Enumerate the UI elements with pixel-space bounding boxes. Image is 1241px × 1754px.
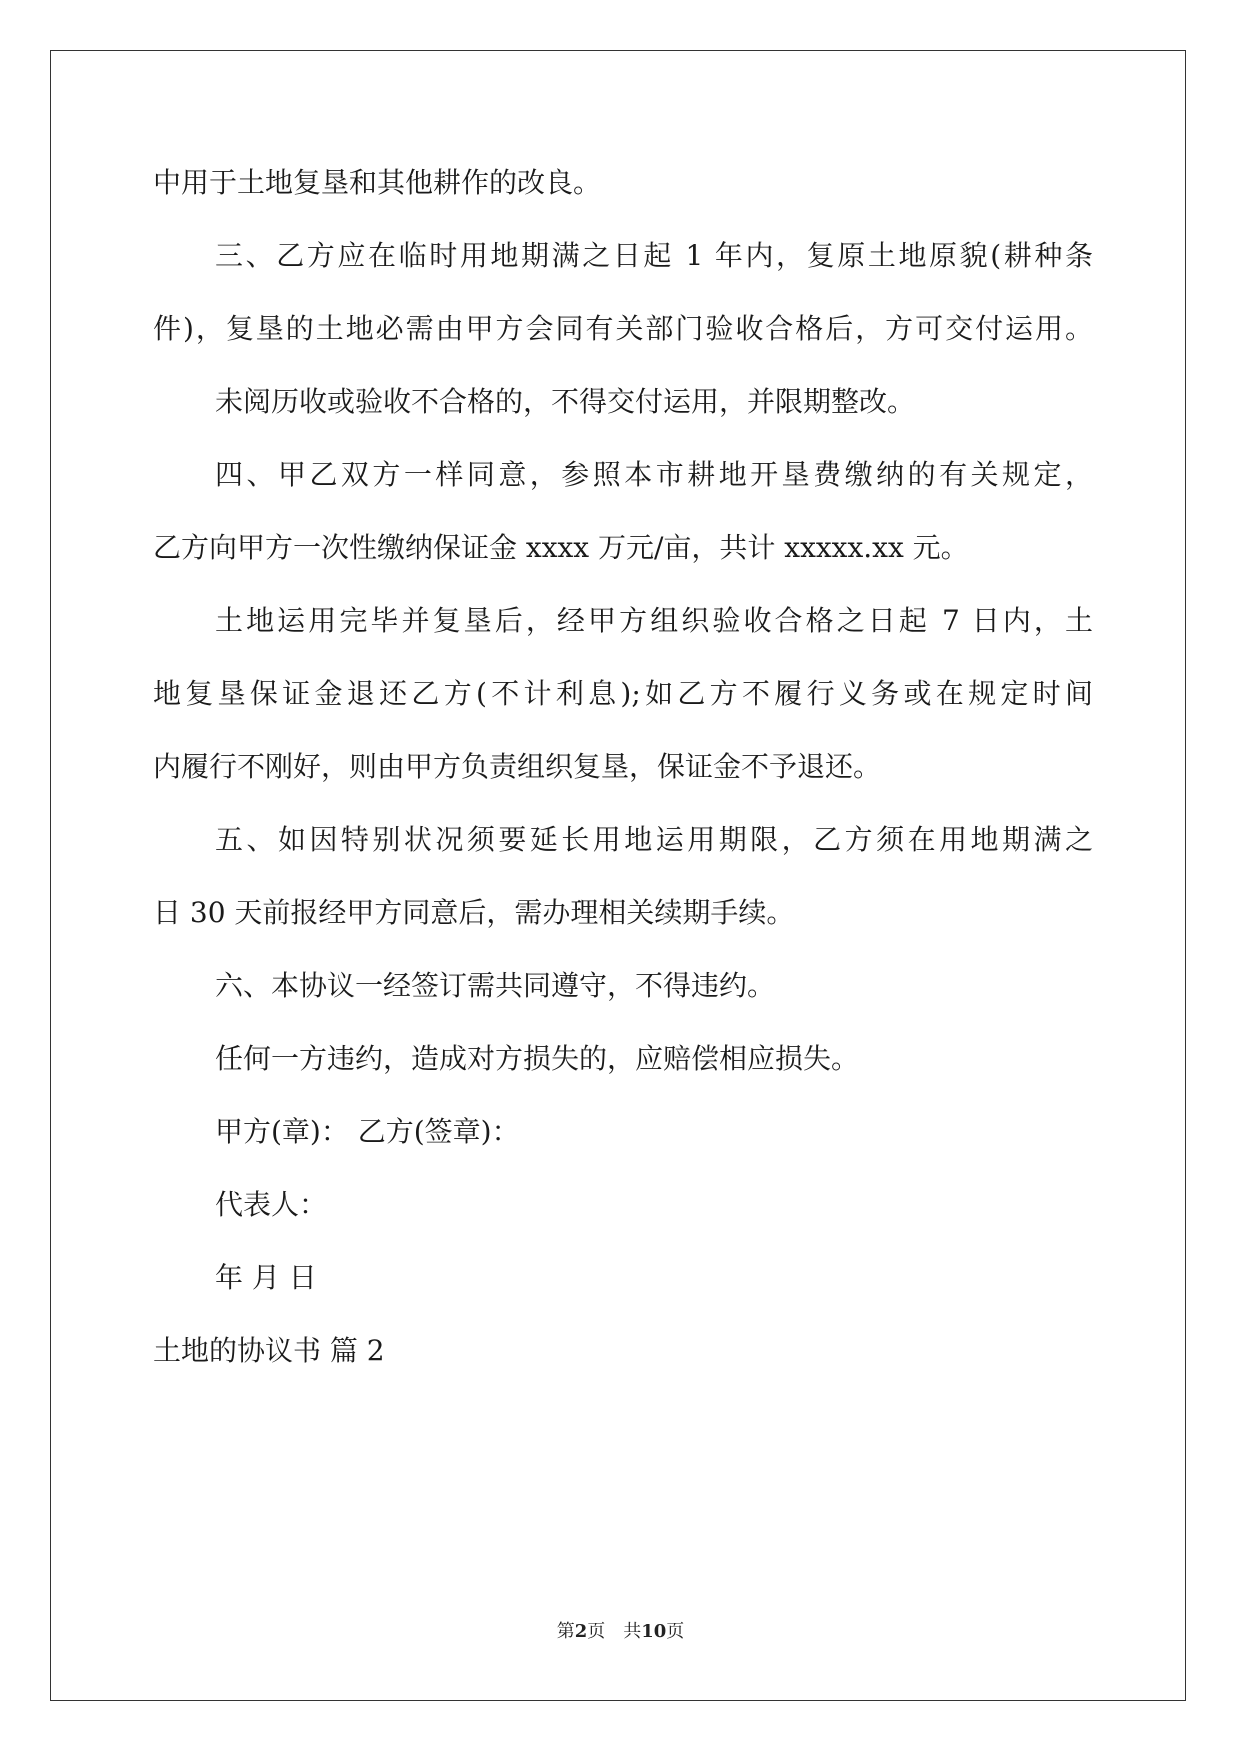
text-line: 日 30 天前报经甲方同意后，需办理相关续期手续。 <box>153 896 795 929</box>
text-line: 地复垦保证金退还乙方(不计利息);如乙方不履行义务或在规定时间 <box>153 677 1093 710</box>
page-prefix: 第 <box>556 1621 575 1642</box>
page-border <box>50 50 1186 1701</box>
text-line: 六、本协议一经签订需共同遵守，不得违约。 <box>215 969 776 1002</box>
text-line: 任何一方违约，造成对方损失的，应赔偿相应损失。 <box>215 1042 860 1075</box>
section-heading: 土地的协议书 篇 2 <box>153 1334 385 1367</box>
text-line: 四、甲乙双方一样同意，参照本市耕地开垦费缴纳的有关规定， <box>215 458 1093 491</box>
text-line: 中用于土地复垦和其他耕作的改良。 <box>153 166 602 199</box>
representative-line: 代表人： <box>215 1188 328 1221</box>
text-line: 内履行不刚好，则由甲方负责组织复垦，保证金不予退还。 <box>153 750 882 783</box>
text-line: 土地运用完毕并复垦后，经甲方组织验收合格之日起 7 日内，土 <box>215 604 1093 637</box>
signature-line: 甲方(章)： 乙方(签章)： <box>215 1115 520 1148</box>
page-suffix: 页 <box>587 1621 606 1642</box>
total-suffix: 页 <box>666 1621 685 1642</box>
page-number: 2 <box>574 1621 588 1642</box>
total-pages: 10 <box>641 1621 667 1642</box>
text-line: 件)，复垦的土地必需由甲方会同有关部门验收合格后，方可交付运用。 <box>153 312 1093 345</box>
page-footer <box>0 1620 1241 1644</box>
text-line: 三、乙方应在临时用地期满之日起 1 年内，复原土地原貌(耕种条 <box>215 239 1093 272</box>
text-line: 乙方向甲方一次性缴纳保证金 xxxx 万元/亩，共计 xxxxx.xx 元。 <box>153 531 969 564</box>
text-line: 未阅历收或验收不合格的，不得交付运用，并限期整改。 <box>215 385 916 418</box>
total-prefix: 共 <box>623 1621 642 1642</box>
date-line: 年 月 日 <box>215 1261 317 1294</box>
text-line: 五、如因特别状况须要延长用地运用期限，乙方须在用地期满之 <box>215 823 1093 856</box>
